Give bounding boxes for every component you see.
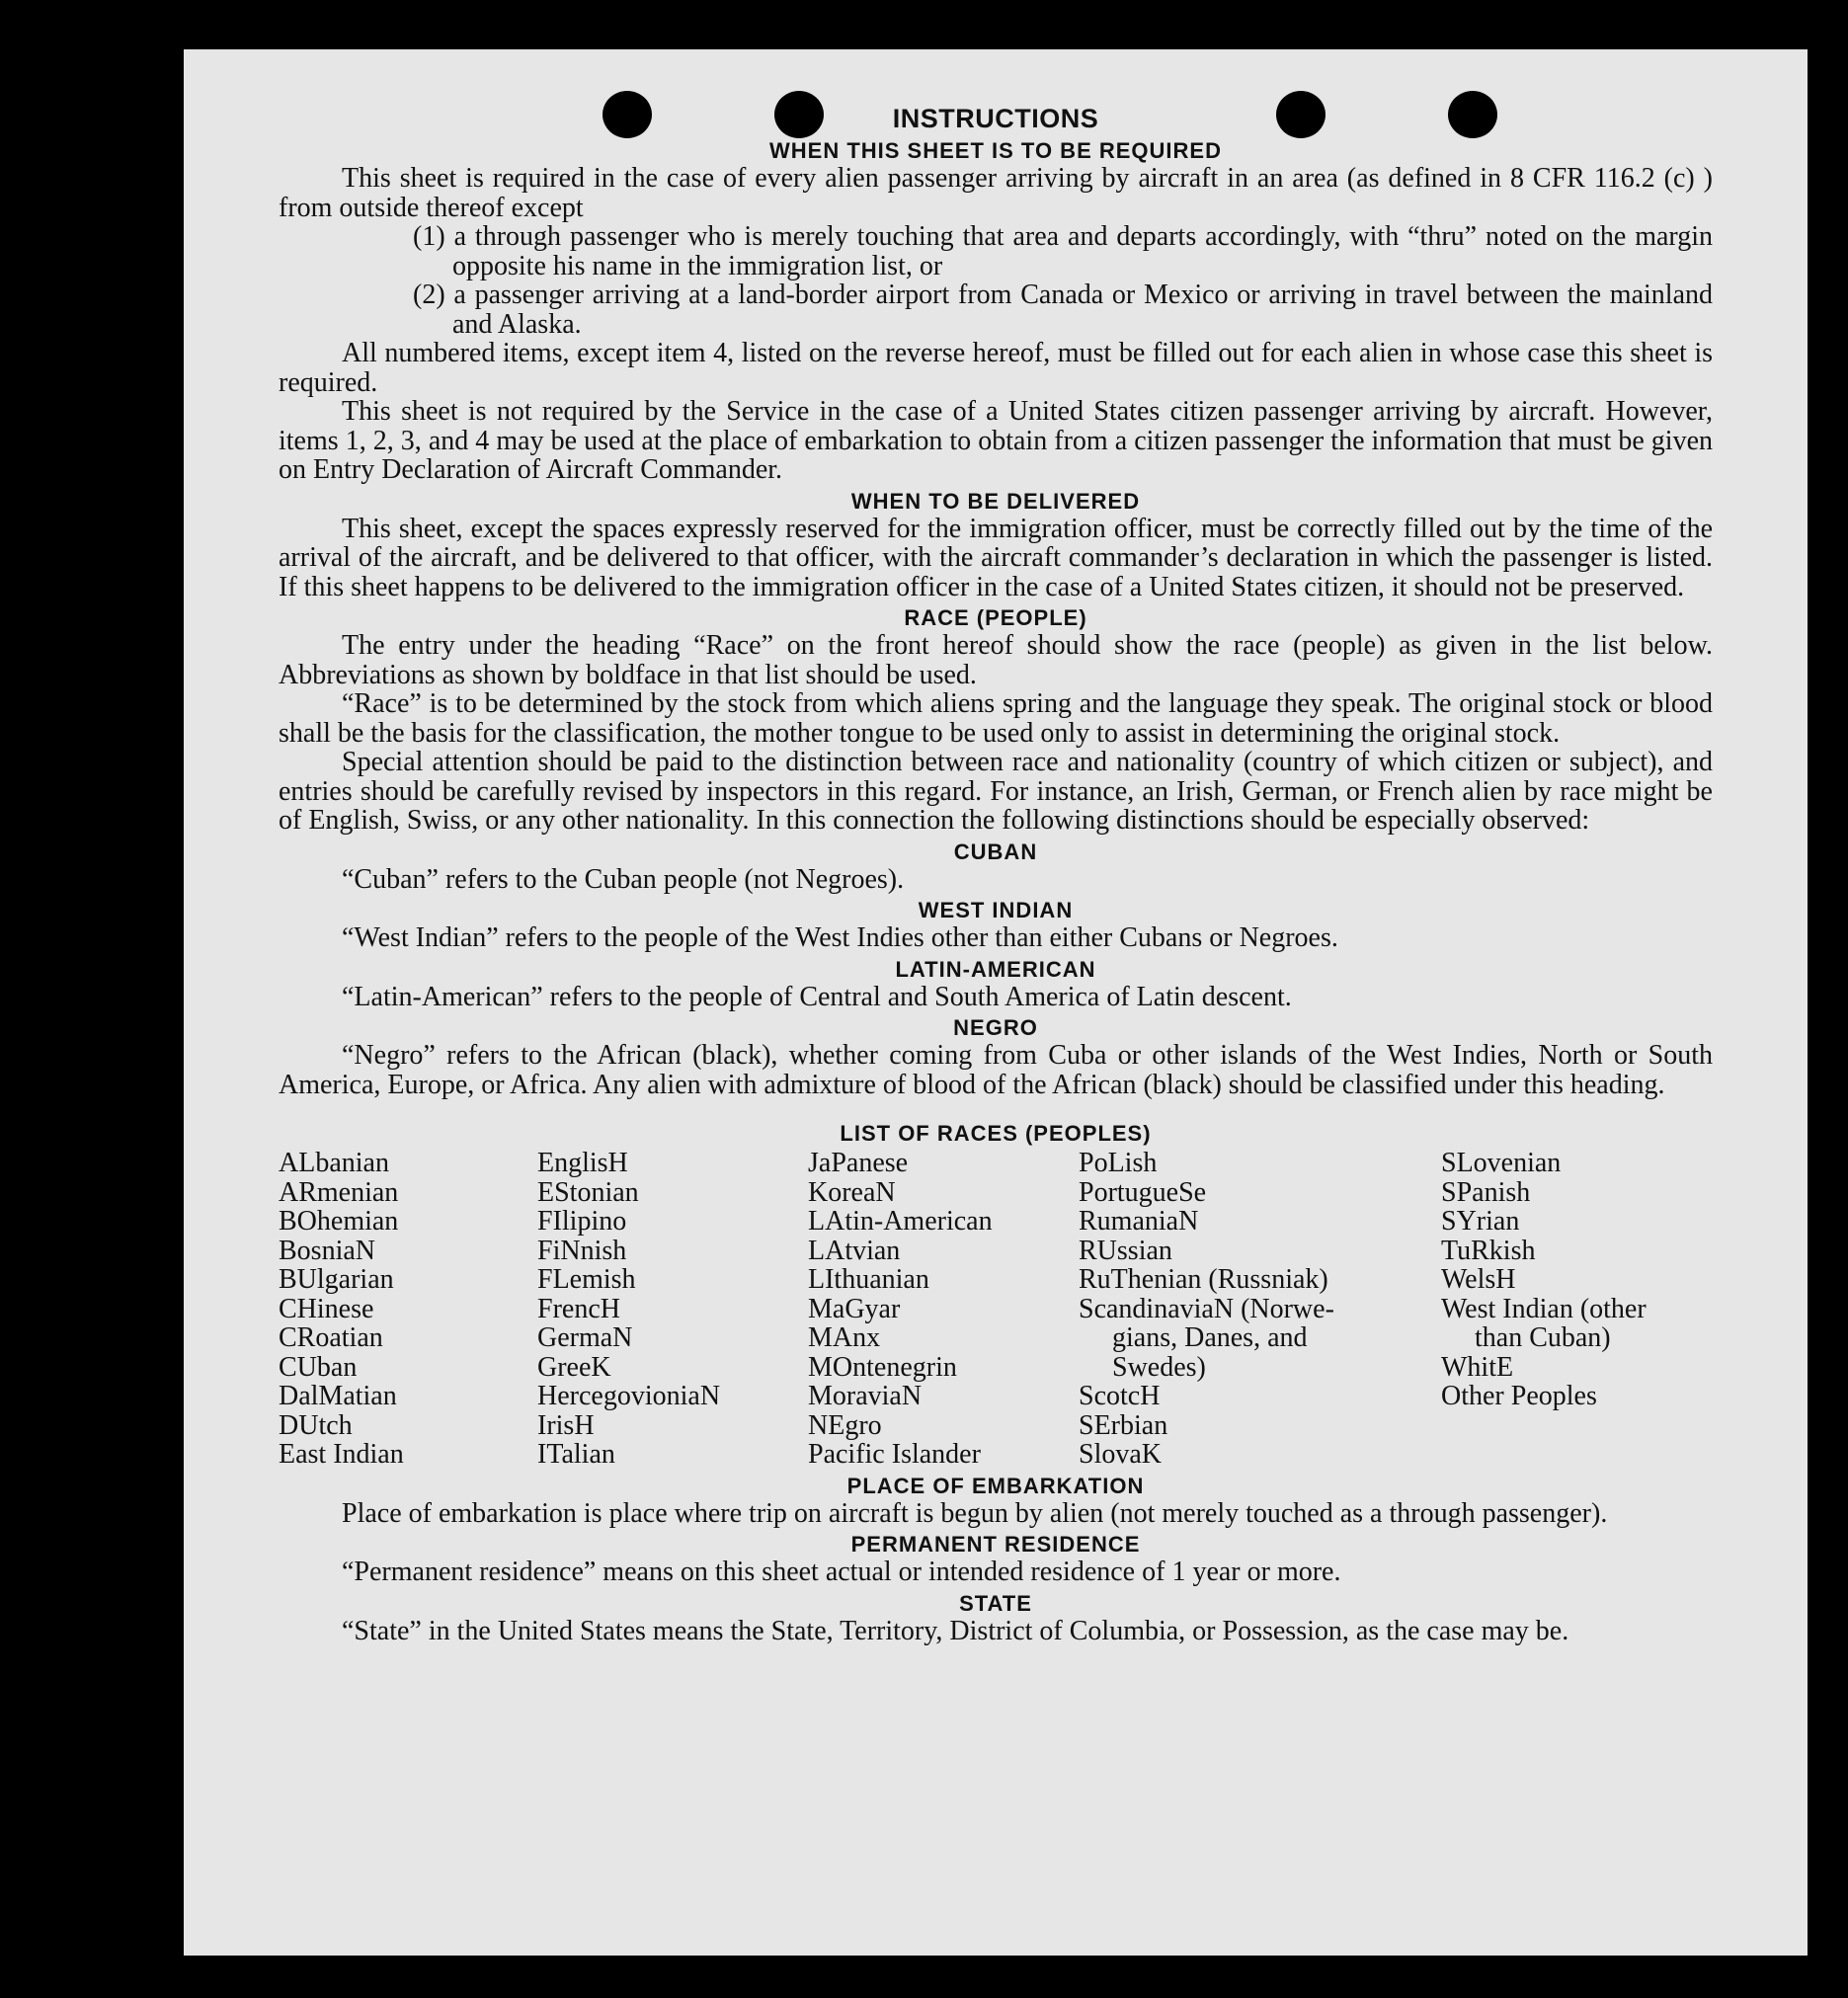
race-entry: LIthuanian — [808, 1264, 929, 1295]
race-entry: BUlgarian — [279, 1264, 394, 1295]
race-entry: ScandinaviaN (Norwe- — [1079, 1293, 1334, 1324]
paragraph: This sheet is not required by the Service in the case of a United States citizen passenger arriving by aircraft. However, items 1, 2, 3, and 4 may be used at the place of embarkation to obtain from a citizen passenger the information that must be given on Entry Declaration of Aircraft Commander. — [279, 396, 1713, 485]
race-entry: HercegovioniaN — [537, 1381, 721, 1411]
paragraph: The entry under the heading “Race” on the front hereof should show the race (people) as given in the list below. Abbreviations as shown by boldface in that list should be used. — [279, 630, 1713, 690]
race-entry: LAtin-American — [808, 1206, 993, 1237]
heading-embarkation: PLACE OF EMBARKATION — [846, 1473, 1145, 1498]
list-item: (1) a through passenger who is merely touching that area and departs accordingly, with “thru” noted on the margin opposite his name in the immigration list, or — [413, 221, 1713, 281]
race-entry: ScotcH — [1079, 1381, 1161, 1411]
race-entry: CHinese — [279, 1293, 374, 1324]
race-entry: ARmenian — [279, 1176, 399, 1208]
race-entry: CRoatian — [279, 1322, 383, 1353]
paragraph: “Race” is to be determined by the stock from which aliens spring and the language they speak. The original stock or blood shall be the basis for the classification, the mother tongue to be used only to assist in determining the original stock. — [279, 688, 1713, 749]
race-entry: SPanish — [1441, 1176, 1531, 1208]
race-entry: DUtch — [279, 1409, 353, 1441]
race-entry: TuRkish — [1441, 1235, 1536, 1266]
races-column — [808, 1149, 1079, 1470]
race-entry: Pacific Islander — [808, 1439, 981, 1470]
races-column — [1441, 1149, 1713, 1470]
races-list — [279, 1149, 1713, 1470]
paragraph: This sheet is required in the case of every alien passenger arriving by aircraft in an area (as defined in 8 CFR 116.2 (c) ) from outside thereof except — [279, 163, 1713, 223]
heading-cuban: CUBAN — [953, 839, 1038, 864]
race-entry: RUssian — [1079, 1235, 1172, 1266]
heading-when-delivered: WHEN TO BE DELIVERED — [850, 488, 1141, 514]
race-entry: BosniaN — [279, 1235, 375, 1266]
heading-state: STATE — [959, 1590, 1032, 1616]
heading-negro: NEGRO — [953, 1015, 1038, 1040]
race-entry: Swedes) — [1112, 1351, 1206, 1383]
paragraph: “West Indian” refers to the people of the West Indies other than either Cubans or Negroes. — [342, 922, 1338, 953]
race-entry: SlovaK — [1079, 1439, 1162, 1470]
race-entry: East Indian — [279, 1439, 404, 1470]
race-entry: NEgro — [808, 1409, 882, 1441]
document-page — [184, 49, 1808, 1956]
race-entry: JaPanese — [808, 1148, 909, 1178]
races-column — [1079, 1149, 1441, 1470]
race-entry: SLovenian — [1441, 1148, 1562, 1178]
paragraph: “State” in the United States means the State, Territory, District of Columbia, or Possession, as the case may be. — [342, 1615, 1569, 1646]
race-entry: ITalian — [537, 1439, 615, 1470]
paragraph: “Latin-American” refers to the people of Central and South America of Latin descent. — [342, 981, 1292, 1012]
page-title: INSTRUCTIONS — [892, 104, 1099, 133]
race-entry: DalMatian — [279, 1381, 397, 1411]
paragraph: “Negro” refers to the African (black), whether coming from Cuba or other islands of the West Indies, North or South America, Europe, or Africa. Any alien with admixture of blood of the African (black) should be classified under this heading. — [279, 1040, 1713, 1100]
list-item: (2) a passenger arriving at a land-border airport from Canada or Mexico or arriving in travel between the mainland and Alaska. — [413, 280, 1713, 340]
race-entry: ALbanian — [279, 1148, 389, 1178]
heading-race: RACE (PEOPLE) — [904, 605, 1087, 630]
heading-when-required: WHEN THIS SHEET IS TO BE REQUIRED — [769, 138, 1222, 163]
race-entry: EnglisH — [537, 1148, 628, 1178]
heading-permanent-residence: PERMANENT RESIDENCE — [850, 1532, 1141, 1557]
race-entry: MOntenegrin — [808, 1351, 957, 1383]
race-entry: LAtvian — [808, 1235, 901, 1266]
race-entry: KoreaN — [808, 1176, 896, 1208]
race-entry: RuThenian (Russniak) — [1079, 1264, 1328, 1295]
races-column — [279, 1149, 537, 1470]
race-entry: WelsH — [1441, 1264, 1516, 1295]
heading-latin-american: LATIN-AMERICAN — [895, 956, 1096, 982]
race-entry: FLemish — [537, 1264, 636, 1295]
race-entry: RumaniaN — [1079, 1206, 1199, 1237]
race-entry: SErbian — [1079, 1409, 1168, 1441]
race-entry: MaGyar — [808, 1293, 901, 1324]
paragraph: Special attention should be paid to the distinction between race and nationality (country of which citizen or subject), and entries should be carefully revised by inspectors in this regard. For instance, an Irish, German, or French alien by race might be of English, Swiss, or any other nationality. In this connection the following distinctions should be especially observed: — [279, 747, 1713, 836]
race-entry: GreeK — [537, 1351, 611, 1383]
heading-west-indian: WEST INDIAN — [918, 898, 1074, 922]
race-entry: West Indian (other — [1441, 1293, 1647, 1324]
race-entry: PoLish — [1079, 1148, 1158, 1178]
race-entry: CUban — [279, 1351, 358, 1383]
paragraph: All numbered items, except item 4, listed on the reverse hereof, must be filled out for each alien in whose case this sheet is required. — [279, 338, 1713, 398]
race-entry: IrisH — [537, 1409, 595, 1441]
race-entry: SYrian — [1441, 1206, 1520, 1237]
race-entry: GermaN — [537, 1322, 633, 1353]
race-entry: MoraviaN — [808, 1381, 923, 1411]
paragraph: “Permanent residence” means on this sheet actual or intended residence of 1 year or more. — [342, 1557, 1341, 1587]
race-entry: MAnx — [808, 1322, 881, 1353]
races-column — [537, 1149, 808, 1470]
race-entry: EStonian — [537, 1176, 639, 1208]
race-entry: BOhemian — [279, 1206, 399, 1237]
race-entry: FrencH — [537, 1293, 620, 1324]
instructions-content — [279, 103, 1713, 1645]
paragraph: This sheet, except the spaces expressly reserved for the immigration officer, must be correctly filled out by the time of the arrival of the aircraft, and be delivered to that officer, with the aircraft commander’s declaration in which the passenger is listed. If this sheet happens to be delivered to the immigration officer in the case of a United States citizen, it should not be preserved. — [279, 513, 1713, 602]
race-entry: than Cuban) — [1475, 1322, 1611, 1353]
race-entry: WhitE — [1441, 1351, 1514, 1383]
race-entry: Other Peoples — [1441, 1381, 1597, 1411]
race-entry: PortugueSe — [1079, 1176, 1207, 1208]
race-entry: FIlipino — [537, 1206, 627, 1237]
paragraph: Place of embarkation is place where trip on aircraft is begun by alien (not merely touched as a through passenger). — [342, 1497, 1608, 1529]
paragraph: “Cuban” refers to the Cuban people (not Negroes). — [342, 863, 905, 895]
race-entry: FiNnish — [537, 1235, 627, 1266]
heading-list-of-races: LIST OF RACES (PEOPLES) — [840, 1121, 1152, 1146]
race-entry: gians, Danes, and — [1112, 1322, 1308, 1353]
